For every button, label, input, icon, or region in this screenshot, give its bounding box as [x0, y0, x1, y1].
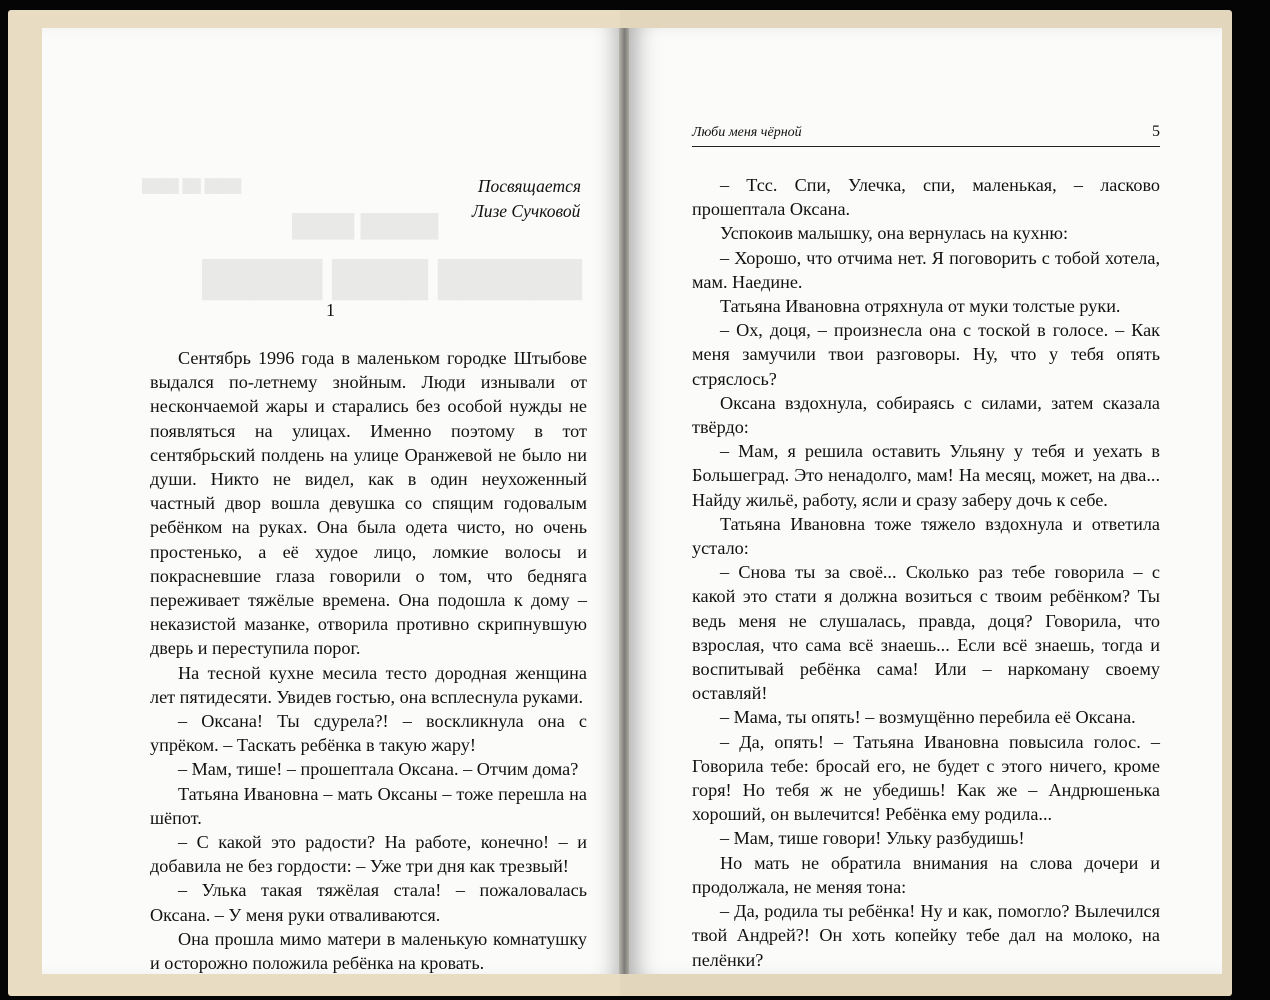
- paragraph: Успокоив малышку, она вернулась на кухню:: [720, 223, 1069, 244]
- paragraph: Сентябрь 1996 года в маленьком городке Штыбове выдался по-летнему знойным. Люди изнывали от нескончаемой жары и старались без особой нужды не появляться на улицах. Именно поэтому в тот сентябрьский полдень на улице Оранжевой не было ни души. Никто не видел, как в один неухоженный частный двор вошла девушка со спящим годовалым ребёнком на руках. Она была одета чисто, но очень простенько, а её худое лицо, ломкие волосы и покрасневшие глаза говорили о том, что бедняга переживает тяжёлые времена. Она подошла к дому – неказистой мазанке, отворила противно скрипнувшую дверь и переступила порог.: [150, 348, 587, 659]
- paragraph: – Оксана! Ты сдурела?! – воскликнула она с упрёком. – Таскать ребёнка в такую жару!: [150, 711, 587, 756]
- paragraph: Татьяна Ивановна тоже тяжело вздохнула и ответила устало:: [692, 513, 1160, 559]
- dedication: [471, 174, 581, 224]
- paragraph: – Ох, доця, – произнесла она с тоской в голосе. – Как меня замучили твои разговоры. Ну, что у тебя опять стряслось?: [692, 320, 1160, 389]
- paragraph: – Да, опять! – Татьяна Ивановна повысила голос. – Говорила тебе: бросай его, не будет с этого ничего, кроме горя! Но тебя ж не убедишь! Как же – Андрюшенька хороший, он вылечится! Ребёнка ему родила...: [692, 731, 1160, 825]
- paragraph: Но мать не обратила внимания на слова дочери и продолжала, не меняя тона:: [692, 852, 1160, 897]
- paragraph: Татьяна Ивановна отряхнула от муки толстые руки.: [720, 296, 1121, 317]
- running-head: [692, 123, 1160, 147]
- left-page-text: [150, 346, 587, 974]
- paragraph: – Да, родила ты ребёнка! Ну и как, помогло? Вылечился твой Андрей?! Он хоть копейку тебе дал на молоко, на пелёнки?: [692, 901, 1160, 970]
- paragraph: – Мам, тише! – прошептала Оксана. – Отчим дома?: [178, 759, 579, 780]
- dedication-line-1: Посвящается: [477, 176, 581, 196]
- paragraph: – Мама, ты опять! – возмущённо перебила её Оксана.: [720, 707, 1136, 728]
- paragraph: На тесной кухне месила тесто дородная женщина лет пятидесяти. Увидев гостью, она всплеснула руками.: [150, 662, 587, 707]
- chapter-number: 1: [326, 300, 335, 320]
- paragraph: – Тсс. Спи, Улечка, спи, маленькая, – ласково прошептала Оксана.: [692, 175, 1160, 220]
- right-page-text: [692, 173, 1160, 972]
- show-through-text: █████ ████ ██████: [202, 260, 583, 298]
- show-through-text: ████ █████: [292, 213, 439, 238]
- paragraph: – Хорошо, что отчима нет. Я поговорить с тобой хотела, мам. Наедине.: [692, 247, 1160, 292]
- paragraph: – С какой это радости? На работе, конечно! – и добавила не без гордости: – Уже три дня как трезвый!: [150, 832, 587, 877]
- dedication-line-2: Лизе Сучковой: [471, 201, 581, 221]
- paragraph: – Мам, тише говори! Ульку разбудишь!: [720, 828, 1025, 849]
- paragraph: Она прошла мимо матери в маленькую комнатушку и осторожно положила ребёнка на кровать.: [150, 928, 587, 974]
- paragraph: – Мам, я решила оставить Ульяну у тебя и уехать в Большеград. Это ненадолго, мам! На месяц, может, на два... Найду жильё, работу, ясли и сразу заберу дочь к себе.: [692, 441, 1160, 510]
- paragraph: – Улька такая тяжёлая стала! – пожаловалась Оксана. – У меня руки отваливаются.: [150, 880, 587, 925]
- paragraph: Татьяна Ивановна – мать Оксаны – тоже перешла на шёпот.: [150, 783, 587, 828]
- right-page: [629, 28, 1222, 974]
- paragraph: – Снова ты за своё... Сколько раз тебе говорила – с какой это стати я должна возиться с твоим ребёнком? Ты ведь меня не слушалась, правда, доця? Говорила, что взрослая, что сама всё знаешь... Если всё знаешь, тогда и воспитывай ребёнка сама! Или – наркоману своему оставляй!: [692, 562, 1160, 704]
- left-page: [42, 28, 619, 974]
- running-title: Люби меня чёрной: [692, 125, 802, 140]
- page-number: 5: [1152, 123, 1160, 140]
- paragraph: Оксана вздохнула, собираясь с силами, затем сказала твёрдо:: [692, 392, 1160, 438]
- show-through-text: ████ ██ ████: [142, 178, 242, 193]
